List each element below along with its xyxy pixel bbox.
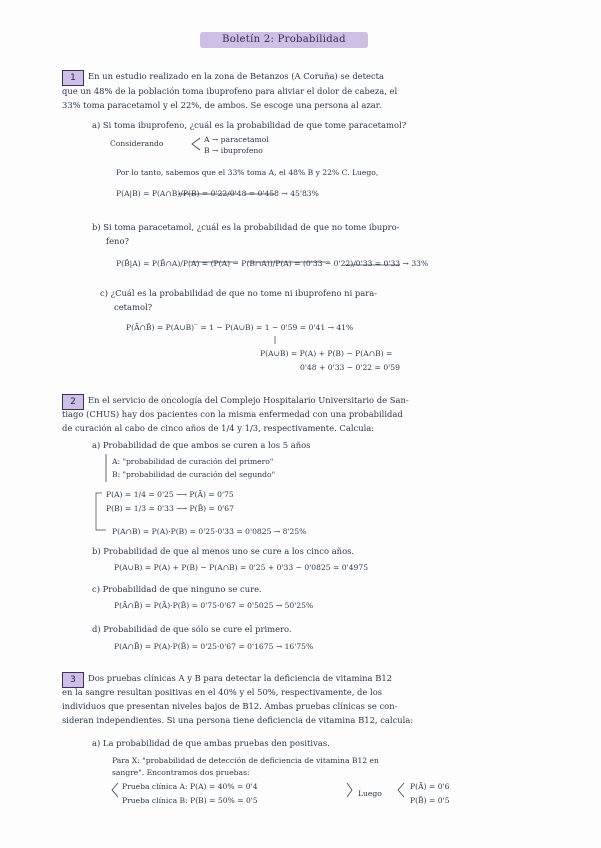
problem-1a-question: a) Si toma ibuprofeno, ¿cuál es la probabilidad de que tome paracetamol?: [92, 120, 407, 130]
problem-3a-question: a) La probabilidad de que ambas pruebas den positivas.: [92, 738, 330, 748]
problem-2-statement-line: de curación al cabo de cinco años de 1/4 y 1/3, respectivamente. Calcula:: [62, 423, 375, 433]
problem-1b-question-line: feno?: [106, 236, 129, 246]
problem-1-statement-line: En un estudio realizado en la zona de Betanzos (A Coruña) se detecta: [88, 71, 385, 81]
problem-1c-question-line: c) ¿Cuál es la probabilidad de que no tome ni ibuprofeno ni para-: [100, 288, 378, 298]
problem-1a-considering: Considerando: [110, 139, 164, 148]
problem-3a-test-a: Prueba clínica A: P(A) = 40% = 0'4: [122, 782, 258, 791]
problem-3a-text-line: Para X: "probabilidad de detección de deficiencia de vitamina B12 en: [112, 756, 379, 765]
problem-1-number: 1: [62, 70, 84, 86]
problem-3a-test-b: Prueba clínica B: P(B) = 50% = 0'5: [122, 796, 258, 805]
problem-1c-union-values: 0'48 + 0'33 − 0'22 = 0'59: [300, 363, 400, 372]
problem-1b-question-line: b) Si toma paracetamol, ¿cuál es la probabilidad de que no tome ibupro-: [92, 222, 400, 232]
page-title: Boletín 2: Probabilidad: [200, 32, 368, 48]
problem-3a-text-line: sangre". Encontramos dos pruebas:: [112, 768, 250, 777]
problem-2a-def-b: B: "probabilidad de curación del segundo": [112, 470, 276, 479]
problem-2d-question: d) Probabilidad de que sólo se cure el primero.: [92, 624, 292, 634]
problem-2c-question: c) Probabilidad de que ninguno se cure.: [92, 584, 262, 594]
problem-1a-def-a: A → paracetamol: [204, 135, 269, 144]
problem-2-number: 2: [62, 394, 84, 410]
problem-1c-question-line: cetamol?: [114, 302, 153, 312]
problem-2a-def-a: A: "probabilidad de curación del primero": [112, 457, 274, 466]
problem-2c-formula: P(Ā∩B̄) = P(Ā)·P(B̄) = 0'75·0'67 = 0'5025 → 50'25%: [114, 601, 314, 610]
problem-1-statement-line: 33% toma paracetamol y el 22%, de ambos. Se escoge una persona al azar.: [62, 100, 382, 110]
problem-1b-formula: P(B̄|A) = P(B̄∩A)/P(A) = (P(A) − P(B∩A))/P(A) = (0'33 − 0'22)/0'33 = 0'33 → 33%: [116, 259, 429, 268]
problem-2b-question: b) Probabilidad de que al menos uno se cure a los cinco años.: [92, 546, 355, 556]
problem-2a-pb: P(B) = 1/3 = 0'33 ⟶ P(B̄) = 0'67: [106, 504, 234, 513]
problem-1a-text: Por lo tanto, sabemos que el 33% toma A, el 48% B y 22% C. Luego,: [116, 168, 379, 177]
problem-3a-luego: Luego: [358, 789, 382, 798]
problem-2a-pa: P(A) = 1/4 = 0'25 ⟶ P(Ā) = 0'75: [106, 490, 234, 499]
problem-1a-formula: P(A|B) = P(A∩B)/P(B) = 0'22/0'48 = 0'458 → 45'83%: [116, 189, 319, 198]
problem-2-statement-line: tiago (CHUS) hay dos pacientes con la misma enfermedad con una probabilidad: [62, 409, 403, 419]
problem-3-number: 3: [62, 672, 84, 688]
problem-1c-union-formula: P(A∪B) = P(A) + P(B) − P(A∩B) =: [260, 349, 393, 358]
problem-2b-formula: P(A∪B) = P(A) + P(B) − P(A∩B) = 0'25 + 0'33 − 0'0825 = 0'4975: [114, 563, 369, 572]
problem-3a-comp-b: P(B̄) = 0'5: [410, 796, 450, 805]
problem-2a-result: P(A∩B) = P(A)·P(B) = 0'25·0'33 = 0'0825 → 8'25%: [112, 527, 307, 536]
problem-3-statement-line: sideran independientes. Si una persona tiene deficiencia de vitamina B12, calcula:: [62, 715, 414, 725]
problem-3-statement-line: en la sangre resultan positivas en el 40% y el 50%, respectivamente, de los: [62, 687, 383, 697]
problem-3a-comp-a: P(Ā) = 0'6: [410, 782, 450, 791]
problem-1-statement-line: que un 48% de la población toma ibuprofeno para aliviar el dolor de cabeza, el: [62, 86, 398, 96]
problem-2-statement-line: En el servicio de oncología del Complejo Hospitalario Universitario de San-: [88, 395, 409, 405]
problem-3-statement-line: individuos que presentan niveles bajos de B12. Ambas pruebas clínicas se con-: [62, 701, 398, 711]
problem-1a-def-b: B → ibuprofeno: [204, 146, 263, 155]
problem-3-statement-line: Dos pruebas clínicas A y B para detectar la deficiencia de vitamina B12: [88, 673, 393, 683]
problem-1c-formula: P(Ā∩B̄) = P(A∪B)‾ = 1 − P(A∪B) = 1 − 0'59 = 0'41 → 41%: [126, 323, 354, 332]
problem-2a-question: a) Probabilidad de que ambos se curen a los 5 años: [92, 440, 311, 450]
problem-2d-formula: P(A∩B̄) = P(A)·P(B̄) = 0'25·0'67 = 0'1675 → 16'75%: [114, 642, 314, 651]
